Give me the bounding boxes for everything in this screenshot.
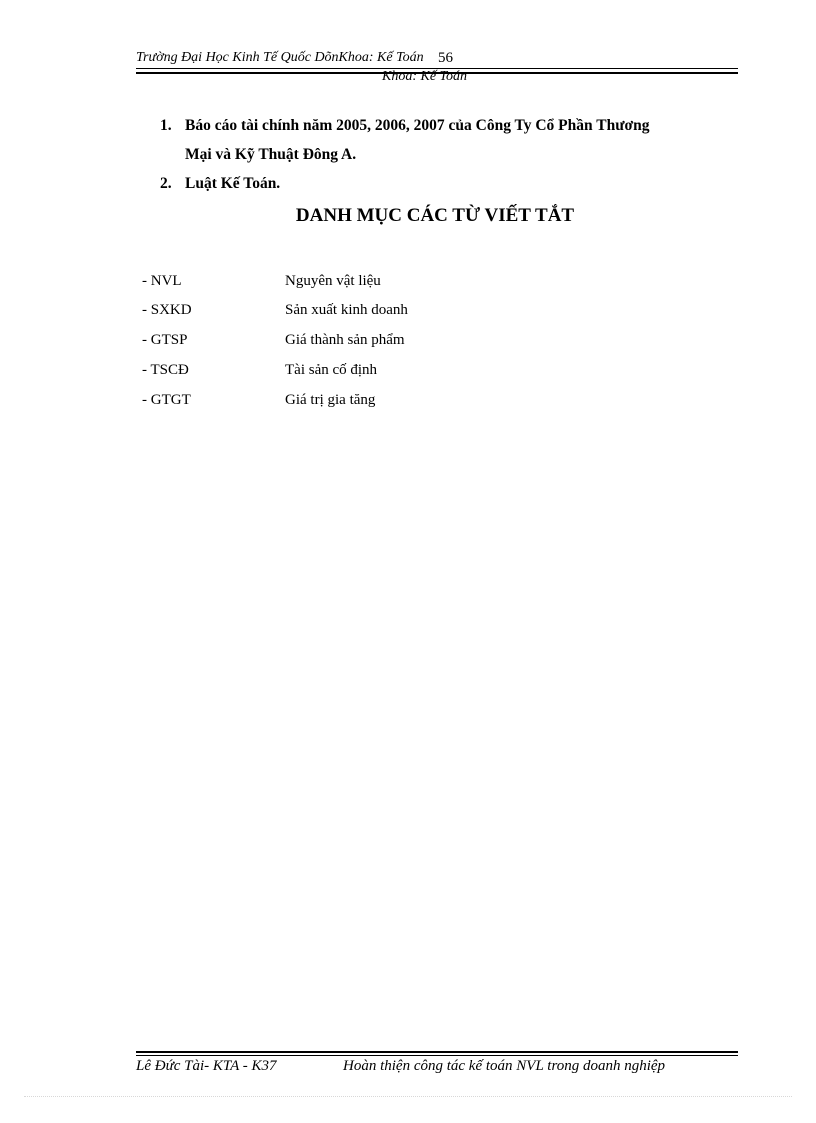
reference-1-number: 1. bbox=[160, 117, 172, 134]
reference-2-number: 2. bbox=[160, 175, 172, 192]
abbreviation-term: - GTSP bbox=[142, 332, 188, 348]
footer-topic: Hoàn thiện công tác kế toán NVL trong doanh nghiệp bbox=[343, 1058, 666, 1074]
page-number: 56 bbox=[438, 50, 453, 66]
reference-1-text-line2: Mại và Kỹ Thuật Đông A. bbox=[185, 146, 357, 163]
abbreviation-term: - TSCĐ bbox=[142, 362, 189, 378]
abbreviation-meaning: Nguyên vật liệu bbox=[285, 273, 381, 289]
abbreviation-meaning: Giá trị gia tăng bbox=[285, 392, 376, 408]
abbreviation-meaning: Tài sản cố định bbox=[285, 362, 378, 378]
abbreviation-term: - NVL bbox=[142, 273, 182, 289]
section-title: DANH MỤC CÁC TỪ VIẾT TẮT bbox=[295, 205, 575, 226]
header-school: Trường Đại Học Kinh Tế Quốc DõnKhoa: Kế Toán bbox=[136, 50, 424, 65]
abbreviation-meaning: Giá thành sản phẩm bbox=[285, 332, 405, 348]
page-bottom-border bbox=[24, 1096, 792, 1097]
abbreviation-term: - SXKD bbox=[142, 302, 192, 318]
reference-2-text: Luật Kế Toán. bbox=[185, 175, 281, 192]
footer-rule-thin bbox=[136, 1055, 738, 1056]
footer-author: Lê Đức Tài- KTA - K37 bbox=[136, 1058, 277, 1074]
reference-1-text-line1: Báo cáo tài chính năm 2005, 2006, 2007 của Công Ty Cổ Phần Thương bbox=[185, 117, 650, 134]
abbreviation-term: - GTGT bbox=[142, 392, 191, 408]
header-faculty: Khoa: Kế Toán bbox=[382, 69, 468, 84]
abbreviation-meaning: Sản xuất kinh doanh bbox=[285, 302, 408, 318]
footer-rule-thick bbox=[136, 1051, 738, 1053]
